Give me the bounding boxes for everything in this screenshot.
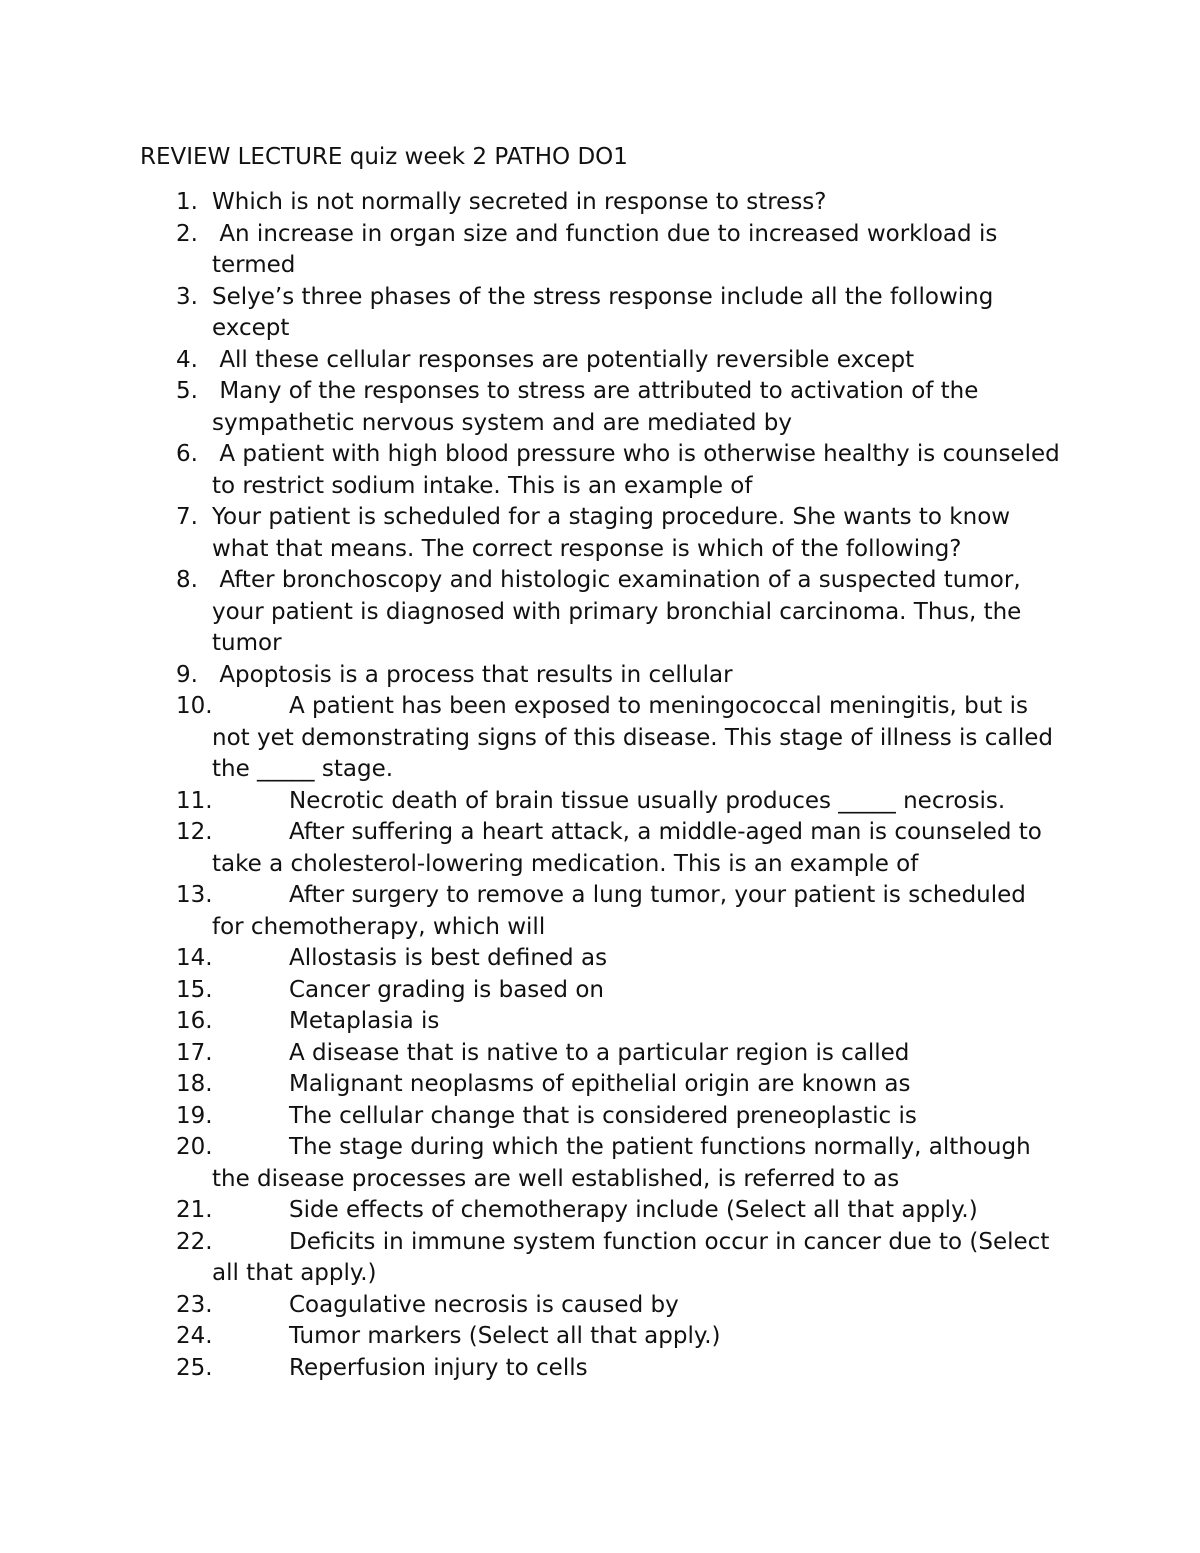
question-number: 13. <box>176 882 213 908</box>
question-item <box>0 1290 1062 1322</box>
question-number: 11. <box>176 787 213 814</box>
question-text: Tumor markers (Select all that apply.) <box>289 1323 721 1349</box>
question-number: 18. <box>176 1071 213 1097</box>
question-text: Metaplasia is <box>289 1008 440 1034</box>
question-text: Deficits in immune system function occur in cancer due to (Select all that apply.) <box>212 1228 1050 1286</box>
question-item <box>0 1069 1062 1101</box>
question-text: Malignant neoplasms of epithelial origin are known as <box>289 1071 911 1097</box>
question-item <box>0 943 1062 975</box>
question-text: A disease that is native to a particular region is called <box>289 1039 910 1066</box>
question-text: Which is not normally secreted in response to stress? <box>212 189 827 215</box>
question-item <box>0 660 1062 692</box>
question-number: 7. <box>176 504 198 530</box>
question-item <box>0 282 1062 345</box>
question-item <box>0 219 1062 282</box>
question-text: Your patient is scheduled for a staging procedure. She wants to know what that means. The correct response is which of the following? <box>212 504 1018 562</box>
question-item <box>0 1006 1062 1038</box>
question-number: 20. <box>176 1134 213 1160</box>
question-item <box>0 786 1062 818</box>
question-item <box>0 502 1062 565</box>
question-item <box>0 1227 1062 1290</box>
question-text: After suffering a heart attack, a middle-aged man is counseled to take a cholesterol-lowering medication. This is an example of <box>212 819 1042 877</box>
question-number: 6. <box>176 441 198 467</box>
question-text: Coagulative necrosis is caused by <box>289 1291 679 1318</box>
question-item <box>0 1132 1062 1195</box>
question-number: 10. <box>176 693 213 719</box>
question-item <box>0 439 1068 502</box>
question-number: 16. <box>176 1008 213 1034</box>
question-number: 3. <box>176 283 198 310</box>
question-text: All these cellular responses are potentially reversible except <box>212 346 915 373</box>
question-item <box>0 817 1062 880</box>
question-text: Reperfusion injury to cells <box>289 1354 588 1381</box>
question-list <box>0 187 1200 1384</box>
question-number: 15. <box>176 976 213 1003</box>
question-item <box>0 1195 1062 1227</box>
question-text: Selye’s three phases of the stress response include all the following except <box>212 283 1001 341</box>
question-number: 21. <box>176 1197 213 1223</box>
question-text: A patient with high blood pressure who is otherwise healthy is counseled to restrict sodium intake. This is an example of <box>212 441 1068 499</box>
question-text: Allostasis is best defined as <box>289 945 608 971</box>
question-text: Cancer grading is based on <box>289 976 604 1003</box>
question-text: Necrotic death of brain tissue usually produces _____ necrosis. <box>289 787 1006 814</box>
question-item <box>0 975 1062 1007</box>
question-number: 2. <box>176 220 198 247</box>
question-number: 24. <box>176 1323 213 1349</box>
question-text: An increase in organ size and function due to increased workload is termed <box>212 220 1005 278</box>
question-number: 12. <box>176 819 213 845</box>
question-text: After bronchoscopy and histologic examination of a suspected tumor, your patient is diagnosed with primary bronchial carcinoma. Thus, the tumor <box>212 567 1029 656</box>
question-number: 19. <box>176 1102 213 1129</box>
question-item <box>0 1353 1062 1385</box>
question-number: 9. <box>176 661 198 688</box>
document-title: REVIEW LECTURE quiz week 2 PATHO DO1 <box>140 144 628 170</box>
question-item <box>0 1321 1062 1353</box>
question-number: 4. <box>176 346 198 373</box>
question-item <box>0 345 1062 377</box>
question-item <box>0 1101 1062 1133</box>
question-number: 5. <box>176 378 198 404</box>
question-item <box>0 880 1062 943</box>
question-text: Many of the responses to stress are attributed to activation of the sympathetic nervous system and are mediated by <box>212 378 986 436</box>
question-text: After surgery to remove a lung tumor, your patient is scheduled for chemotherapy, which will <box>212 882 1026 940</box>
question-text: Apoptosis is a process that results in cellular <box>212 661 733 688</box>
question-item <box>0 691 1062 786</box>
question-number: 1. <box>176 189 198 215</box>
question-item <box>0 376 1062 439</box>
question-item <box>0 1038 1062 1070</box>
question-number: 14. <box>176 945 213 971</box>
question-number: 25. <box>176 1354 213 1381</box>
question-item <box>0 187 1062 219</box>
question-text: A patient has been exposed to meningococcal meningitis, but is not yet demonstrating signs of this disease. This stage of illness is called the _____ stage. <box>212 693 1053 782</box>
question-number: 22. <box>176 1228 213 1255</box>
question-item <box>0 565 1062 660</box>
question-text: The stage during which the patient functions normally, although the disease processes are well established, is referred to as <box>212 1134 1031 1192</box>
question-number: 23. <box>176 1291 213 1318</box>
question-number: 8. <box>176 567 198 593</box>
question-number: 17. <box>176 1039 213 1066</box>
question-text: Side effects of chemotherapy include (Select all that apply.) <box>289 1197 978 1223</box>
question-text: The cellular change that is considered preneoplastic is <box>289 1102 917 1129</box>
